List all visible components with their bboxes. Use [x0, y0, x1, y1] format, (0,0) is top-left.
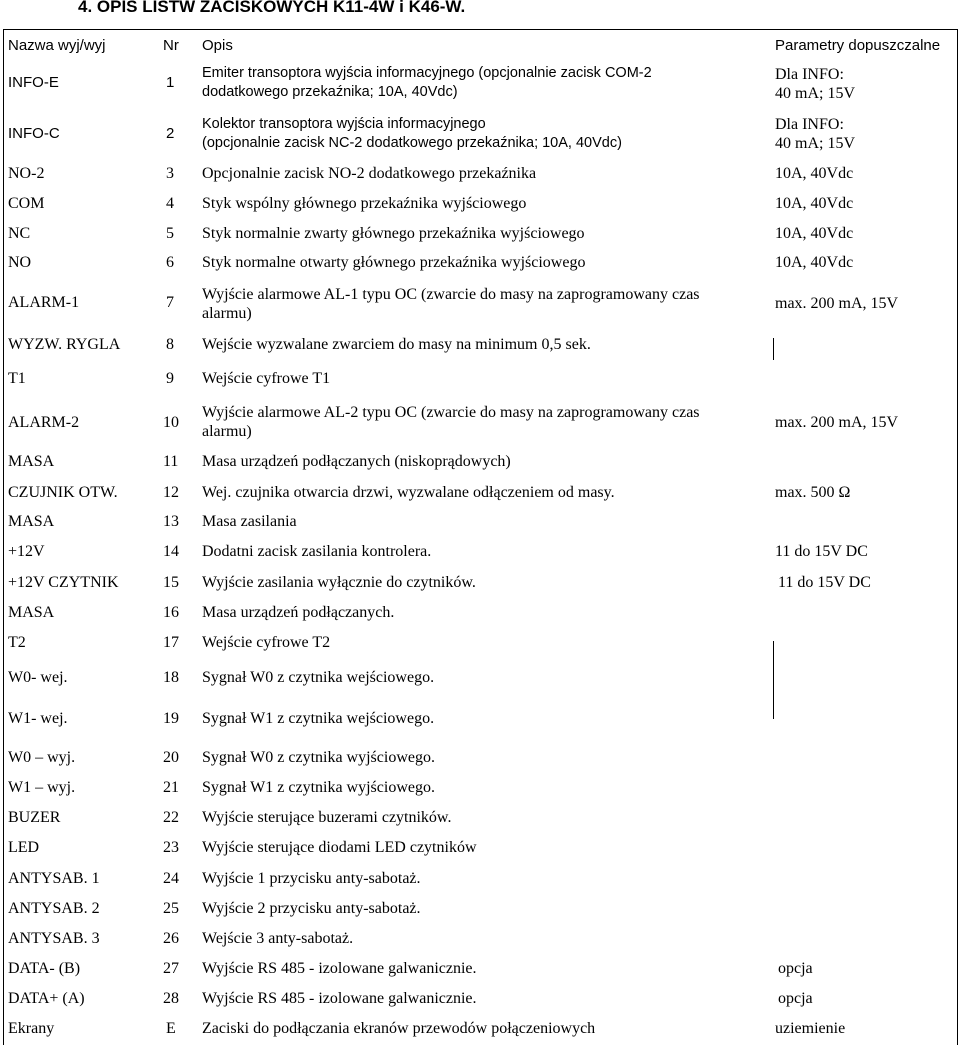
- terminal-number: 20: [163, 749, 179, 766]
- terminal-number: 28: [163, 990, 179, 1007]
- terminal-number: 8: [166, 336, 174, 353]
- terminal-description: Styk normalnie zwarty głównego przekaźnika wyjściowego: [202, 225, 585, 242]
- terminal-name: INFO-C: [8, 125, 60, 142]
- terminal-name: W1- wej.: [8, 710, 68, 727]
- terminal-name: Ekrany: [8, 1020, 55, 1037]
- terminal-description: Wejście 3 anty-sabotaż.: [202, 930, 354, 947]
- terminal-name: W0 – wyj.: [8, 749, 76, 766]
- terminal-name: DATA+ (A): [8, 990, 85, 1007]
- terminal-number: 7: [166, 294, 174, 311]
- terminal-name: CZUJNIK OTW.: [8, 484, 118, 501]
- terminal-description: Wyjście 2 przycisku anty-sabotaż.: [202, 900, 421, 917]
- terminal-name: NC: [8, 225, 31, 242]
- terminal-name: T2: [8, 634, 26, 651]
- terminal-parameter: 10A, 40Vdc: [775, 254, 854, 271]
- terminal-description: Masa urządzeń podłączanych (niskoprądowych): [202, 453, 511, 470]
- terminal-description: Masa zasilania: [202, 513, 297, 530]
- terminal-description: dodatkowego przekaźnika; 10A, 40Vdc): [202, 84, 458, 100]
- terminal-name: NO-2: [8, 165, 45, 182]
- terminal-description: Wyjście alarmowe AL-2 typu OC (zwarcie do masy na zaprogramowany czas: [202, 404, 700, 421]
- terminal-number: 13: [163, 513, 179, 530]
- terminal-number: 26: [163, 930, 179, 947]
- terminal-parameter: max. 200 mA, 15V: [775, 295, 899, 312]
- terminal-description: Wyjście sterujące diodami LED czytników: [202, 839, 477, 856]
- terminal-parameter: 10A, 40Vdc: [775, 225, 854, 242]
- terminal-name: MASA: [8, 513, 55, 530]
- terminal-number: 19: [163, 710, 179, 727]
- terminal-description: Wyjście 1 przycisku anty-sabotaż.: [202, 870, 421, 887]
- terminal-description: Wyjście zasilania wyłącznie do czytników.: [202, 574, 476, 591]
- terminal-parameter: max. 500 Ω: [775, 484, 851, 501]
- terminal-parameter: Dla INFO:: [775, 66, 844, 83]
- terminal-name: NO: [8, 254, 32, 271]
- terminal-number: 2: [166, 125, 175, 142]
- terminal-description: alarmu): [202, 423, 252, 440]
- terminal-number: 5: [166, 225, 174, 242]
- header-name: Nazwa wyj/wyj: [8, 37, 106, 54]
- terminal-number: 10: [163, 414, 179, 431]
- header-desc: Opis: [202, 37, 233, 54]
- header-nr: Nr: [163, 37, 179, 54]
- terminal-number: 14: [163, 543, 179, 560]
- terminal-parameter: max. 200 mA, 15V: [775, 414, 899, 431]
- terminal-name: MASA: [8, 604, 55, 621]
- terminal-number: 12: [163, 484, 179, 501]
- terminal-description: Styk normalne otwarty głównego przekaźnika wyjściowego: [202, 254, 586, 271]
- cell-divider: [773, 338, 774, 360]
- terminal-parameter: opcja: [778, 960, 813, 977]
- terminal-description: Sygnał W1 z czytnika wejściowego.: [202, 710, 435, 727]
- terminal-number: 17: [163, 634, 179, 651]
- terminal-name: LED: [8, 839, 40, 856]
- terminal-number: 3: [166, 165, 174, 182]
- terminal-parameter: 10A, 40Vdc: [775, 165, 854, 182]
- terminal-name: ANTYSAB. 2: [8, 900, 100, 917]
- terminal-description: Wyjście alarmowe AL-1 typu OC (zwarcie do masy na zaprogramowany czas: [202, 286, 700, 303]
- terminal-number: 16: [163, 604, 179, 621]
- terminal-number: 27: [163, 960, 179, 977]
- terminal-parameter: 40 mA; 15V: [775, 85, 855, 102]
- terminal-name: W1 – wyj.: [8, 779, 76, 796]
- terminal-name: ALARM-2: [8, 414, 80, 431]
- terminal-description: (opcjonalnie zacisk NC-2 dodatkowego przekaźnika; 10A, 40Vdc): [202, 135, 622, 151]
- terminal-description: Sygnał W0 z czytnika wejściowego.: [202, 669, 435, 686]
- terminal-name: COM: [8, 195, 45, 212]
- cell-divider: [773, 641, 774, 719]
- terminal-description: Wyjście sterujące buzerami czytników.: [202, 809, 452, 826]
- terminal-name: W0- wej.: [8, 669, 68, 686]
- terminal-number: 4: [166, 195, 174, 212]
- terminal-parameter: 11 do 15V DC: [775, 543, 868, 560]
- terminal-description: Dodatni zacisk zasilania kontrolera.: [202, 543, 432, 560]
- terminal-name: T1: [8, 370, 26, 387]
- terminal-number: 15: [163, 574, 179, 591]
- terminal-description: Wejście wyzwalane zwarciem do masy na minimum 0,5 sek.: [202, 336, 591, 353]
- terminal-description: Wyjście RS 485 - izolowane galwanicznie.: [202, 960, 477, 977]
- terminal-name: MASA: [8, 453, 55, 470]
- terminal-number: 23: [163, 839, 179, 856]
- terminal-number: 21: [163, 779, 179, 796]
- terminal-description: Kolektor transoptora wyjścia informacyjnego: [202, 116, 486, 132]
- terminal-parameter: uziemienie: [775, 1020, 846, 1037]
- terminal-number: 24: [163, 870, 179, 887]
- terminal-name: +12V CZYTNIK: [8, 574, 119, 591]
- terminal-parameter: Dla INFO:: [775, 116, 844, 133]
- terminal-description: Masa urządzeń podłączanych.: [202, 604, 395, 621]
- terminal-description: Wej. czujnika otwarcia drzwi, wyzwalane odłączeniem od masy.: [202, 484, 615, 501]
- terminal-name: ANTYSAB. 1: [8, 870, 100, 887]
- terminal-parameter: 11 do 15V DC: [778, 574, 871, 591]
- terminal-description: alarmu): [202, 305, 252, 322]
- terminal-number: 11: [163, 453, 179, 470]
- terminal-name: +12V: [8, 543, 45, 560]
- terminal-name: WYZW. RYGLA: [8, 336, 121, 353]
- terminal-description: Wejście cyfrowe T1: [202, 370, 331, 387]
- terminal-number: 6: [166, 254, 174, 271]
- terminal-number: E: [166, 1020, 176, 1037]
- terminal-description: Sygnał W0 z czytnika wyjściowego.: [202, 749, 435, 766]
- terminal-description: Emiter transoptora wyjścia informacyjnego (opcjonalnie zacisk COM-2: [202, 65, 652, 81]
- terminal-name: INFO-E: [8, 74, 59, 91]
- terminal-parameter: 40 mA; 15V: [775, 135, 855, 152]
- terminal-number: 1: [166, 74, 175, 91]
- terminal-name: ALARM-1: [8, 294, 80, 311]
- terminal-parameter: opcja: [778, 990, 813, 1007]
- terminal-description: Wyjście RS 485 - izolowane galwanicznie.: [202, 990, 477, 1007]
- terminal-name: DATA- (B): [8, 960, 81, 977]
- header-params: Parametry dopuszczalne: [775, 37, 941, 54]
- terminal-name: BUZER: [8, 809, 61, 826]
- terminal-description: Sygnał W1 z czytnika wyjściowego.: [202, 779, 435, 796]
- terminal-number: 9: [166, 370, 174, 387]
- terminal-description: Styk wspólny głównego przekaźnika wyjściowego: [202, 195, 527, 212]
- page-title: 4. OPIS LISTW ZACISKOWYCH K11-4W i K46-W.: [78, 0, 466, 16]
- terminal-description: Wejście cyfrowe T2: [202, 634, 331, 651]
- terminal-number: 22: [163, 809, 179, 826]
- terminal-number: 18: [163, 669, 179, 686]
- terminal-parameter: 10A, 40Vdc: [775, 195, 854, 212]
- terminal-description: Opcjonalnie zacisk NO-2 dodatkowego przekaźnika: [202, 165, 537, 182]
- terminal-description: Zaciski do podłączania ekranów przewodów połączeniowych: [202, 1020, 596, 1037]
- terminal-number: 25: [163, 900, 179, 917]
- terminal-name: ANTYSAB. 3: [8, 930, 100, 947]
